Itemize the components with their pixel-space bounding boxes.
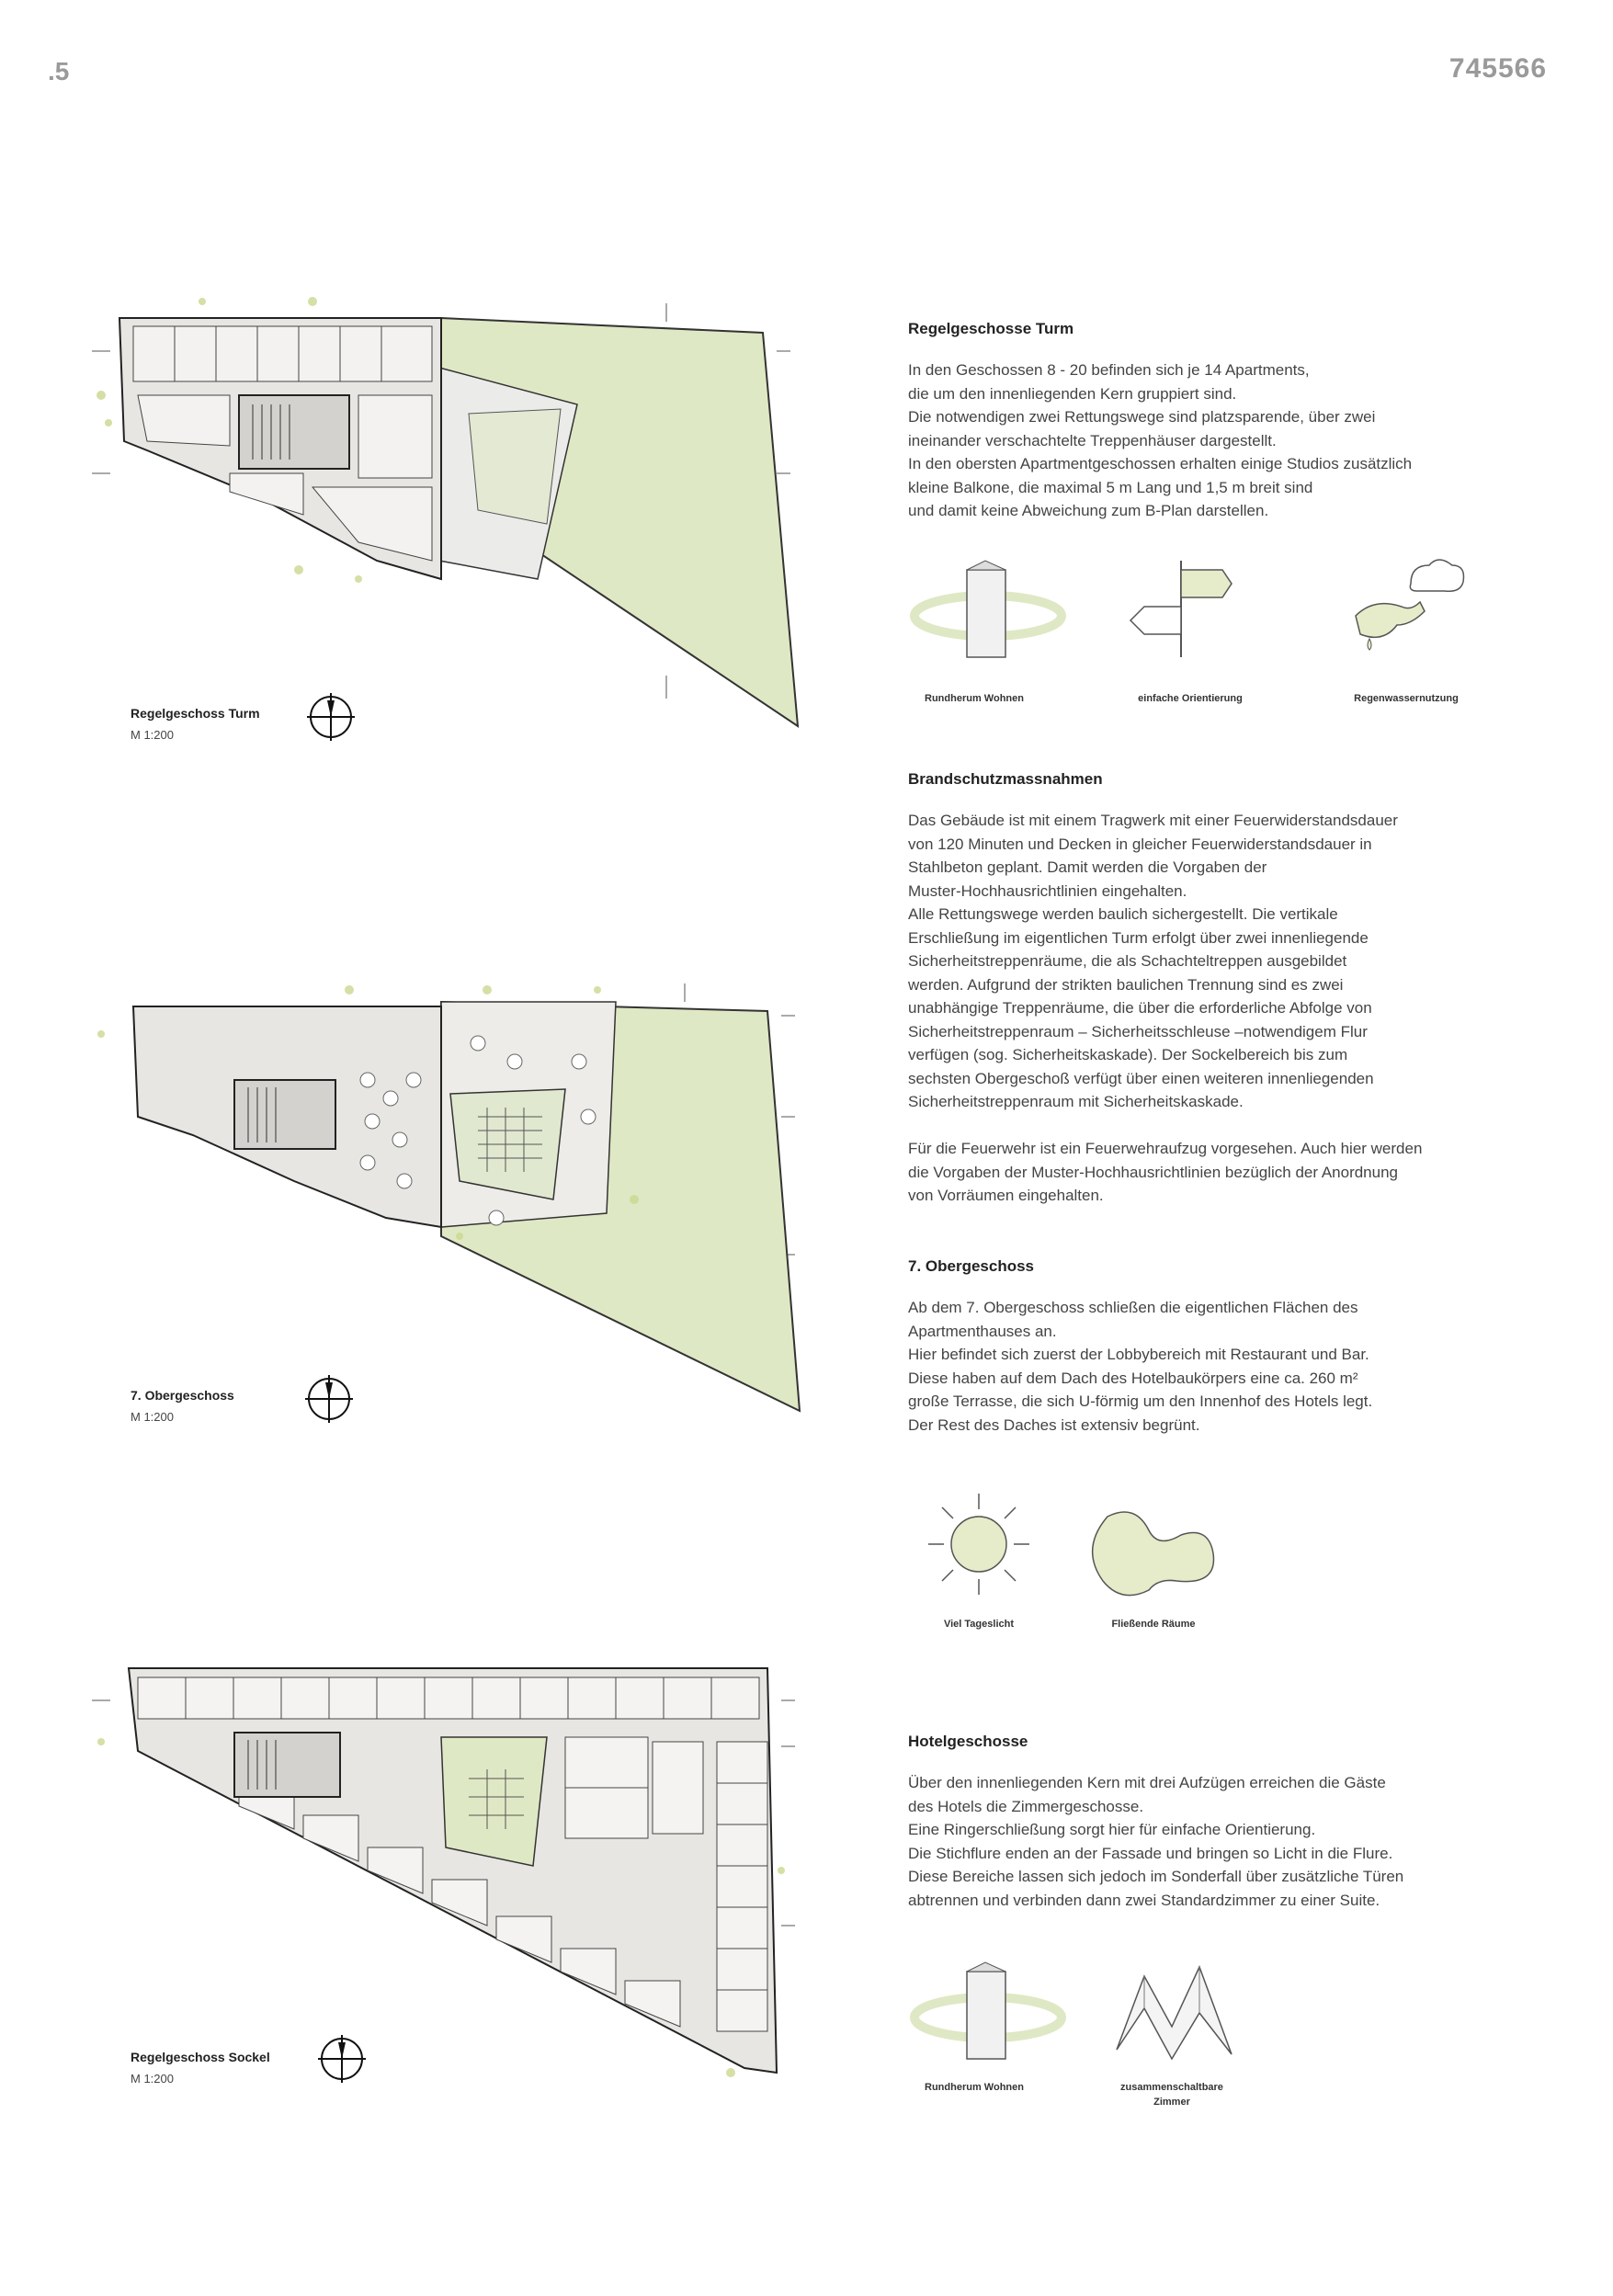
tower-rotation-icon [901,1953,1066,2063]
plan-label-og7: 7. Obergeschoss [131,1388,234,1403]
page-code: 745566 [1448,53,1547,84]
north-arrow-icon [314,2031,369,2091]
plan-7-obergeschoss [83,979,818,1420]
section-regelgeschosse-turm [908,320,1533,523]
plan-scale-og7: M 1:200 [131,1410,174,1424]
icon-caption: Regenwassernutzung [1354,693,1459,704]
icon-caption: einfache Orientierung [1138,693,1243,704]
section-title: Regelgeschosse Turm [908,320,1074,337]
rain-cloud-icon [1337,551,1475,662]
section-text: In den Geschossen 8 - 20 befinden sich je 14 Apartments, die um den innenliegenden Kern gruppiert sind. Die notwendigen zwei Rettungswege sind platzsparende, über zwei ineinander verschachtelte Treppenhäuser dargestellt. In den obersten Apartmentgeschossen erhalten einige Studios zusätzlich kleine Balkone, die maximal 5 m Lang und 1,5 m breit sind und damit keine Abweichung zum B-Plan darstellen. [908,361,1413,519]
icon-caption: Viel Tageslicht [943,1619,1014,1630]
section-text: Über den innenliegenden Kern mit drei Aufzügen erreichen die Gäste des Hotels die Zimmergeschosse. Eine Ringerschließung sorgt hier für einfache Orientierung. Die Stichflure enden an der Fassade und bringen so Licht in die Flure. Diese Bereiche lassen sich jedoch im Sonderfall über zusätzliche Türen abtrennen und verbinden dann zwei Standardzimmer zu einer Suite. [908,1774,1404,1909]
section-hotelgeschosse [908,1733,1533,1912]
floor-plan-turm-drawing [83,294,818,735]
courtyard [441,1737,547,1866]
icon-caption: Rundherum Wohnen [925,693,1024,704]
icon-caption: Fließende Räume [1111,1619,1196,1630]
plan-regelgeschoss-sockel [83,1650,818,2091]
core [239,395,349,469]
page-number: .5 [48,57,70,85]
plan-scale-sockel: M 1:200 [131,2072,174,2086]
sun-icon [924,1489,1034,1599]
section-text: Ab dem 7. Obergeschoss schließen die eigentlichen Flächen des Apartmenthauses an. Hier befindet sich zuerst der Lobbybereich mit Restaurant und Bar. Diese haben auf dem Dach des Hotelbaukörpers eine ca. 260 m² große Terrasse, die sich U-förmig um den Innenhof des Hotels legt. Der Rest des Daches ist extensiv begrünt. [908,1299,1373,1434]
blob-icon [1085,1498,1222,1599]
section-title: Hotelgeschosse [908,1733,1028,1750]
signpost-icon [1126,551,1255,662]
icon-caption: zusammenschaltbare Zimmer [1120,2082,1223,2108]
section-title: 7. Obergeschoss [908,1257,1035,1275]
folded-paper-icon [1108,1958,1245,2068]
north-arrow-icon [303,689,358,749]
floor-plan-sockel-drawing [83,1650,818,2091]
plan-label-sockel: Regelgeschoss Sockel [131,2050,270,2064]
plan-label-turm: Regelgeschoss Turm [131,706,260,721]
icon-row-3 [901,1953,1314,2137]
icon-row-2 [901,1484,1314,1641]
plan-regelgeschoss-turm [83,294,818,735]
core [234,1733,340,1797]
icon-caption: Rundherum Wohnen [925,2082,1024,2093]
floor-plan-og7-drawing [83,979,818,1420]
north-arrow-icon [301,1371,357,1431]
section-7-obergeschoss [908,1257,1533,1437]
section-brandschutz [908,770,1533,1208]
tower-rotation-icon [901,551,1066,662]
icon-row-1 [901,551,1526,717]
plan-scale-turm: M 1:200 [131,728,174,742]
core [234,1080,335,1149]
section-text: Das Gebäude ist mit einem Tragwerk mit einer Feuerwiderstandsdauer von 120 Minuten und Decken in gleicher Feuerwiderstandsdauer in Stahlbeton geplant. Damit werden die Vorgaben der Muster-Hochhausrichtlinien eingehalten. Alle Rettungswege werden baulich sichergestellt. Die vertikale Erschließung im eigentlichen Turm erfolgt über zwei innenliegende Sicherheitstreppenräume, die als Schachteltreppen ausgebildet werden. Aufgrund der strikten baulichen Trennung sind es zwei unabhängige Treppenräume, die über die erforderliche Abfolge von Sicherheitstreppenraum – Sicherheitsschleuse –notwendigem Flur verfügen (sog. Sicherheitskaskade). Der Sockelbereich bis zum sechsten Obergeschoß verfügt über einen weiteren innenliegenden Sicherheitstreppenraum mit Sicherheitskaskade. Für die Feuerwehr ist ein Feuerwehraufzug vorgesehen. Auch hier werden die Vorgaben der Muster-Hochhausrichtlinien bezüglich der Anordnung von Vorräumen eingehalten. [908,812,1423,1204]
section-title: Brandschutzmassnahmen [908,770,1103,788]
